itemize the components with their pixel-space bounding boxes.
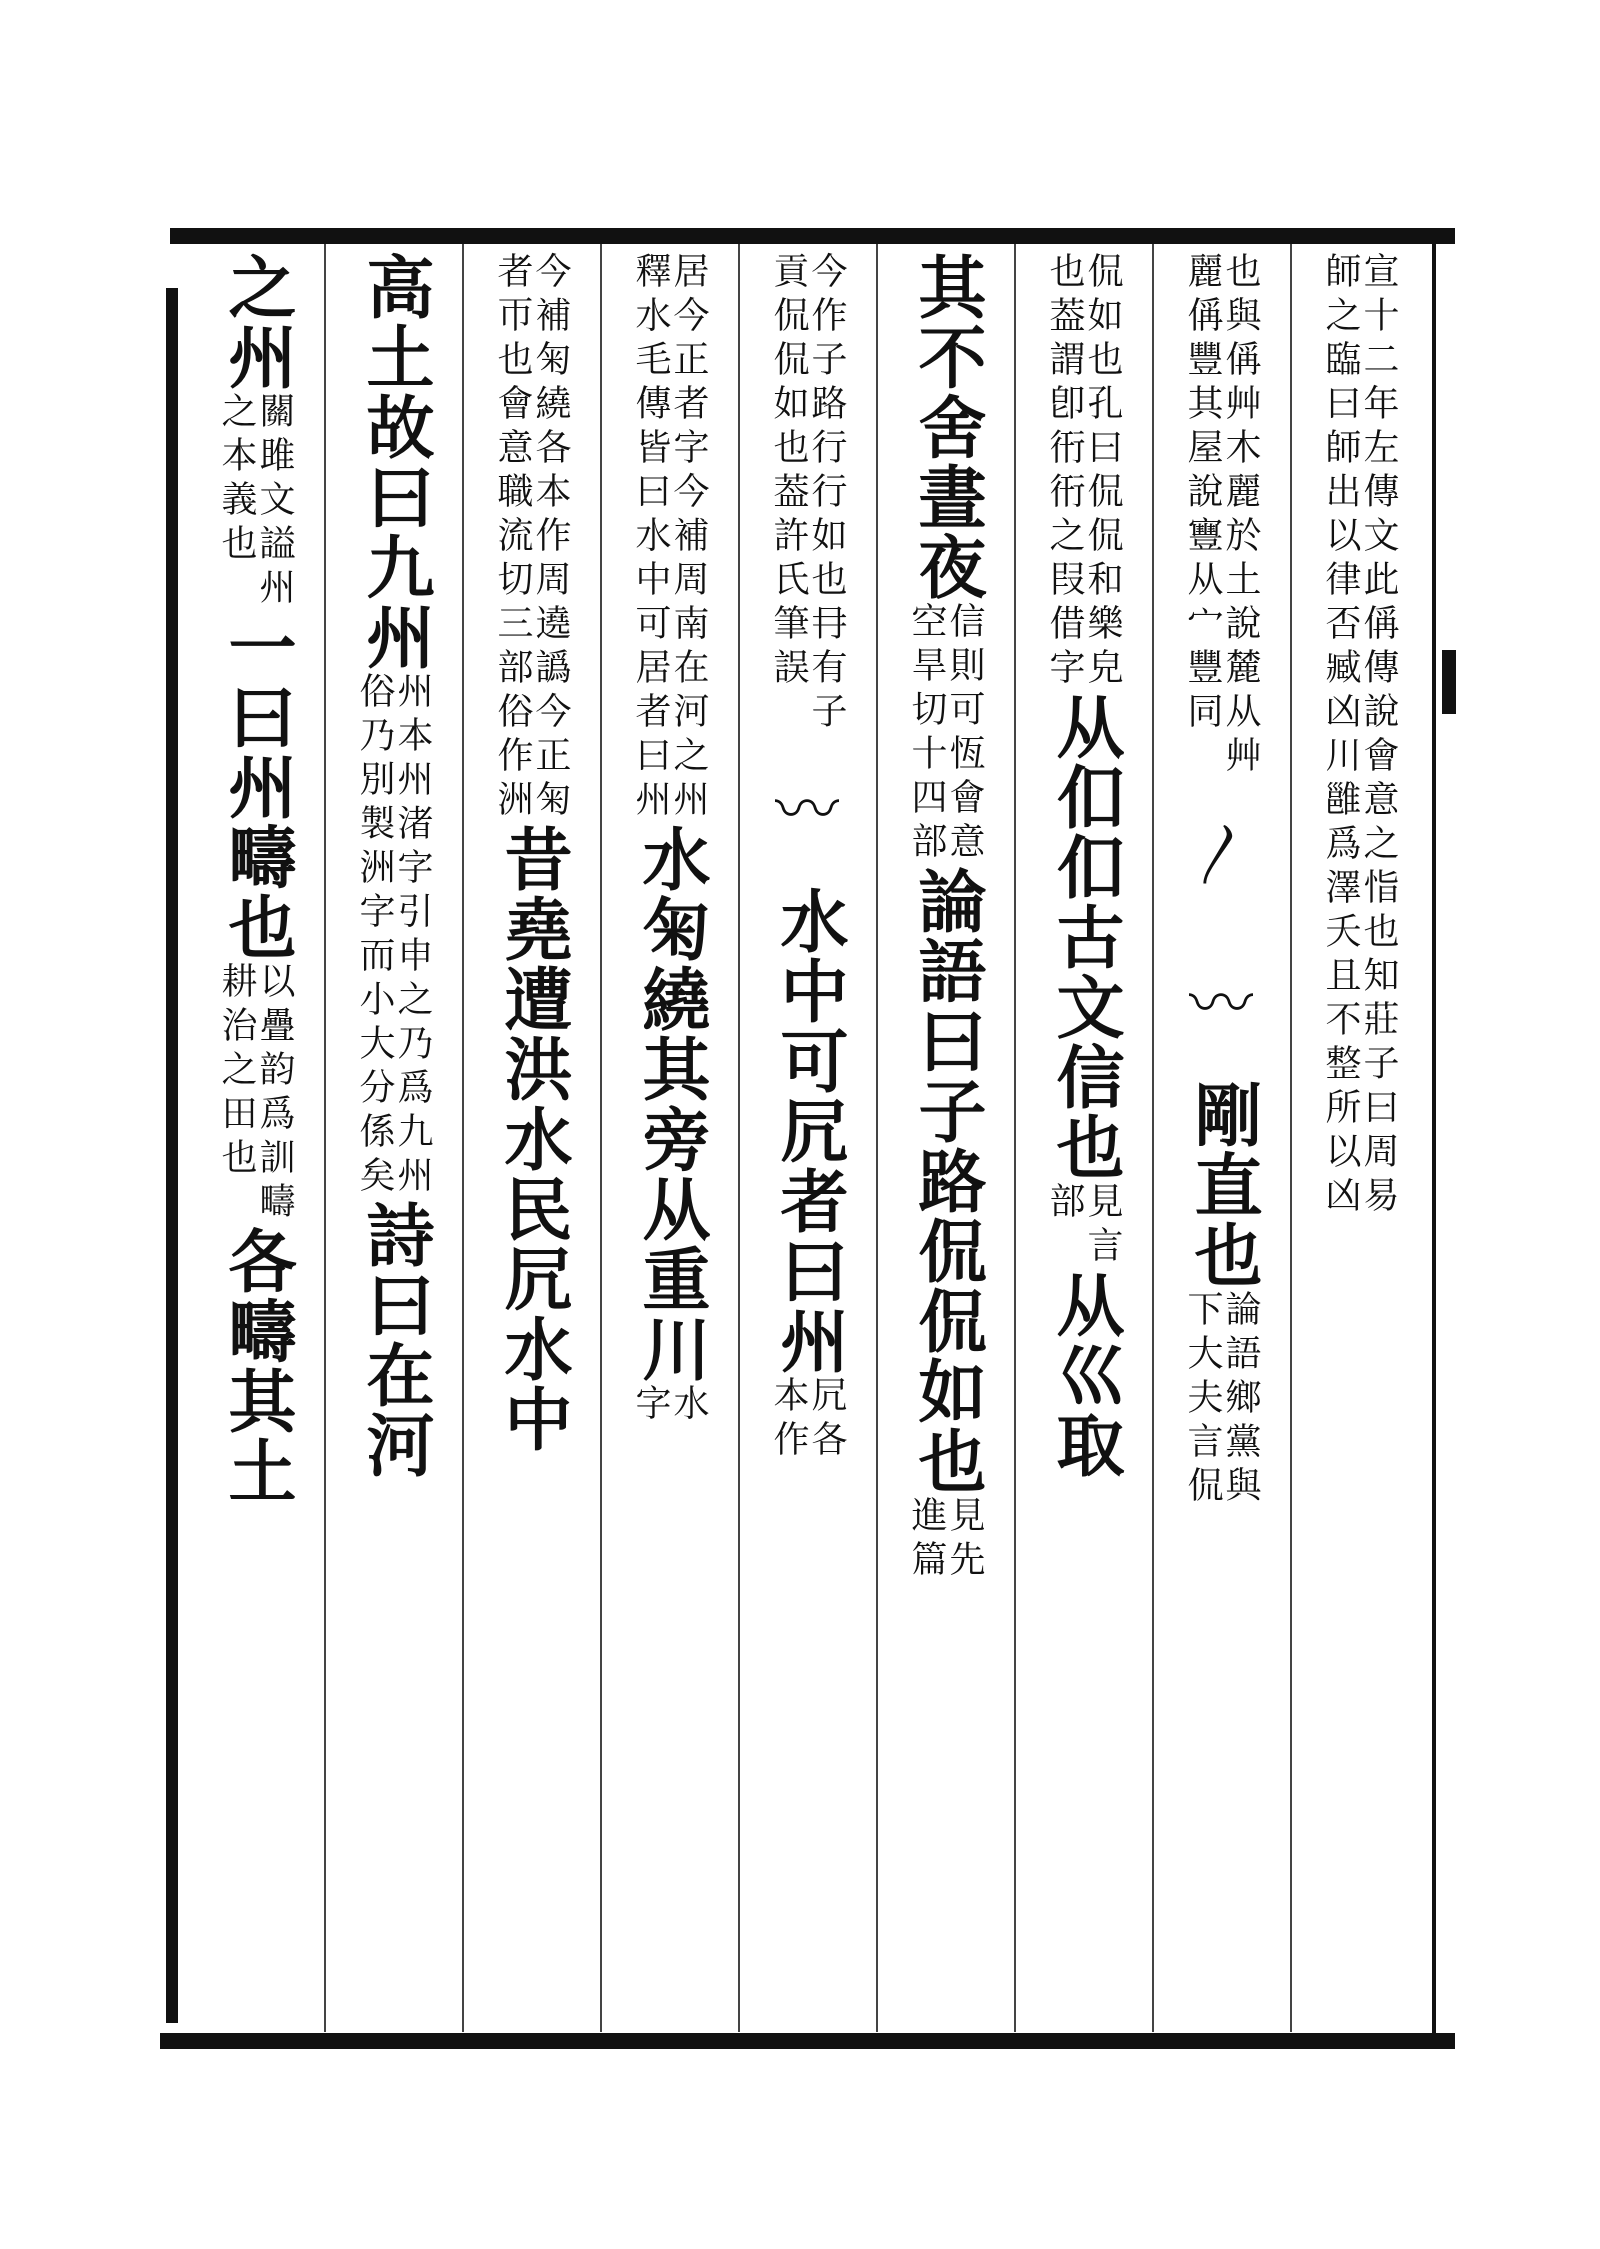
annotation-line-left: 之本義也 (216, 392, 257, 568)
text-column-3 (1044, 252, 1125, 2022)
column-divider (876, 244, 878, 2032)
annotation-line-right: 凥各 (806, 1376, 847, 1464)
frame-left-border (166, 288, 178, 2023)
column-divider (600, 244, 602, 2032)
annotation-block (631, 252, 707, 824)
seal-script-glyph: 〰 (775, 774, 839, 848)
annotation-line-right: 水 (668, 1384, 709, 1428)
main-text: 从㐰㐰古文信也 (1045, 692, 1125, 1182)
annotation-line-right: 也與偁艸木麗於土說麓从艸 (1220, 252, 1261, 780)
annotation-line-left: 本作 (768, 1376, 809, 1464)
annotation-line-right: 以疊韵爲訓疇 (254, 962, 295, 1226)
annotation-line-left: 進篇 (906, 1496, 947, 1584)
annotation-line-right: 州本州渚字引申之乃爲九州 (392, 672, 433, 1200)
annotation-block (1045, 252, 1121, 692)
column-divider (1152, 244, 1154, 2032)
text-column-4 (906, 252, 987, 2022)
column-divider (462, 244, 464, 2032)
annotation-block (1183, 1290, 1259, 1510)
text-column-6 (630, 252, 711, 2022)
text-panel (186, 244, 1428, 2032)
main-text: 昔堯遭洪水民凥水中 (493, 824, 573, 1454)
main-text: 剛直也 (1183, 1080, 1263, 1290)
main-text: 其不舍晝夜 (907, 252, 987, 602)
annotation-line-left: 空旱切十四部 (906, 602, 947, 866)
annotation-block (769, 252, 845, 736)
main-text: 高土故曰九州 (355, 252, 435, 672)
annotation-line-right: 居今正者字今補周南在河之州 (668, 252, 709, 824)
main-text: 之州 (217, 252, 297, 392)
column-divider (738, 244, 740, 2032)
annotation-block (631, 1384, 707, 1428)
annotation-block (907, 602, 983, 866)
main-text: 水匊繞其旁从重川 (631, 824, 711, 1384)
annotation-block (769, 1376, 845, 1464)
annotation-line-right: 宣十二年左傳文此偁傳說會意之恉也知莊子曰周易 (1358, 252, 1399, 1220)
annotation-line-right: 論語鄉黨與 (1220, 1290, 1261, 1510)
column-divider (1014, 244, 1016, 2032)
main-text: 詩曰在河 (355, 1200, 435, 1480)
annotation-block (217, 962, 293, 1226)
text-column-1 (1321, 252, 1397, 2022)
annotation-line-left: 部 (1044, 1182, 1085, 1226)
fishtail-marker (1442, 650, 1456, 714)
annotation-line-left: 貢侃侃如也葢許氏筆誤 (768, 252, 809, 692)
frame-bottom-border (160, 2033, 1455, 2049)
annotation-line-left: 者帀也會意職流切三部俗作洲 (492, 252, 533, 824)
column-divider (1290, 244, 1292, 2032)
main-text: 一曰州疇也 (217, 612, 297, 962)
frame-top-border (170, 228, 1455, 244)
annotation-line-left: 俗乃別製洲字而小大分係矣 (354, 672, 395, 1200)
text-column-5 (768, 252, 849, 2022)
main-text: 从巛取 (1045, 1270, 1125, 1480)
annotation-line-right: 信則可恆會意 (944, 602, 985, 866)
annotation-line-left: 釋水毛傳皆曰水中可居者曰州 (630, 252, 671, 824)
annotation-line-left: 耕治之田也 (216, 962, 257, 1182)
annotation-line-left: 也葢謂卽衎衎之叚借字 (1044, 252, 1085, 692)
column-divider (324, 244, 326, 2032)
annotation-line-right: 侃如也孔曰侃侃和樂皃 (1082, 252, 1123, 692)
annotation-block (1183, 252, 1259, 780)
main-text: 論語曰子路侃侃如也 (907, 866, 987, 1496)
main-text: 水中可凥者曰州 (769, 886, 849, 1376)
annotation-line-right: 今補匊繞各本作周遶譌今正匊 (530, 252, 571, 824)
annotation-block (1045, 1182, 1121, 1270)
annotation-block (217, 392, 293, 612)
annotation-line-right: 見先 (944, 1496, 985, 1584)
annotation-line-left: 麗偁豐其屋說寷从宀豐同 (1182, 252, 1223, 736)
annotation-line-left: 字 (630, 1384, 671, 1428)
text-column-8 (354, 252, 435, 2022)
annotation-block (493, 252, 569, 824)
annotation-block (907, 1496, 983, 1584)
seal-script-glyph: 〳〰 (1189, 818, 1253, 1042)
annotation-block (355, 672, 431, 1200)
annotation-line-left: 下大夫言侃 (1182, 1290, 1223, 1510)
main-text: 各疇其土 (217, 1226, 297, 1506)
annotation-line-right: 今作子路行行如也冄有子 (806, 252, 847, 736)
text-column-2 (1182, 252, 1263, 2022)
annotation-line-left: 師之臨曰師出以律否臧凶川雝爲澤夭且不整所以凶 (1320, 252, 1361, 1220)
text-column-9 (216, 252, 297, 2022)
annotation-line-right: 見言 (1082, 1182, 1123, 1270)
annotation-block (1321, 252, 1397, 1220)
frame-right-border (1432, 240, 1436, 2035)
text-column-7 (492, 252, 573, 2022)
annotation-line-right: 關雎文謚州 (254, 392, 295, 612)
